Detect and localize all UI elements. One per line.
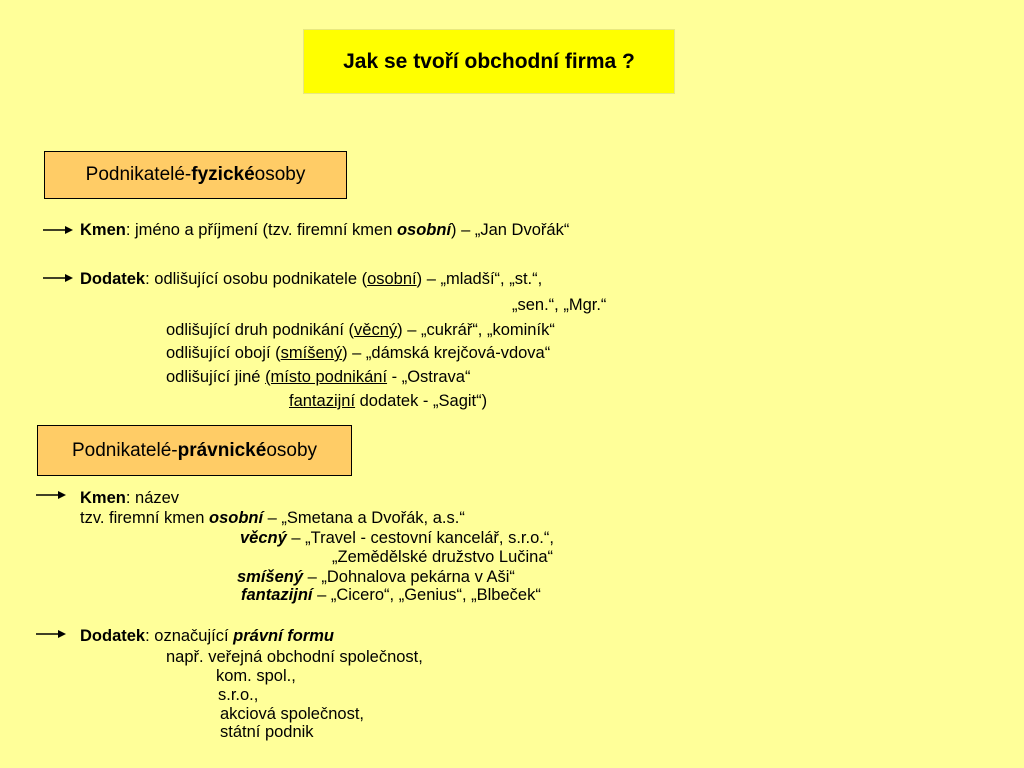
text: - „Ostrava“ [387,368,471,386]
text: – „Cicero“, „Genius“, „Blbeček“ [312,586,541,604]
kmen-text: : jméno a příjmení (tzv. firemní kmen [125,221,397,239]
dodatek-physical-line-6 [289,391,487,411]
dodatek-legal-line-3 [216,666,296,686]
text: např. veřejná obchodní společnost, [166,648,423,666]
text: tzv. firemní kmen [80,509,209,527]
arrow-right-icon [36,629,66,639]
arrow-right-icon [43,225,73,235]
emph-term: fantazijní [241,586,313,604]
dodatek-physical-line-1 [80,269,542,289]
emph-term: věcný [240,529,287,547]
section-heading-bold: právnické [177,439,267,461]
dodatek-physical-line-3 [166,320,555,340]
text: odlišující druh podnikání ( [166,321,355,339]
section-heading-pre: Podnikatelé- [71,439,178,461]
text: : označující [145,627,234,645]
page-title [303,29,675,94]
dodatek-physical-line-5 [166,367,470,387]
text: ) – „dámská krejčová-vdova“ [342,344,551,362]
text: akciová společnost, [220,705,364,723]
text: „Zemědělské družstvo Lučina“ [332,548,554,566]
underlined-term: osobní [367,270,417,288]
page-title-text: Jak se tvoří obchodní firma ? [343,49,635,73]
text: ) – „mladší“, „st.“, [416,270,543,288]
kmen-text-end: ) – „Jan Dvořák“ [451,221,570,239]
section-heading-post: osoby [266,439,318,461]
section-heading-pre: Podnikatelé- [85,164,192,185]
emph-term: právní formu [233,627,335,645]
text: státní podnik [220,723,314,741]
kmen-label: Kmen [80,221,126,239]
dodatek-legal-line-6 [220,722,314,742]
arrow-right-icon [36,490,66,500]
dodatek-label: Dodatek [80,627,146,645]
dodatek-label: Dodatek [80,270,146,288]
text: odlišující jiné [166,368,266,386]
section-heading-bold: fyzické [191,164,255,185]
kmen-legal-line-2 [80,508,465,528]
dodatek-physical-line-2 [512,295,606,315]
section-heading-physical-persons [44,151,347,199]
kmen-label: Kmen [80,489,126,507]
underlined-term: smíšený [280,344,343,362]
emph-term: osobní [208,509,264,527]
kmen-legal-line-3 [240,528,554,548]
kmen-legal-line-6 [241,585,541,605]
text: kom. spol., [216,667,296,685]
text: s.r.o., [218,686,259,704]
dodatek-legal-line-4 [218,685,258,705]
text: : odlišující osobu podnikatele ( [145,270,368,288]
dodatek-physical-line-4 [166,343,550,363]
section-heading-post: osoby [254,164,306,185]
text: dodatek - „Sagit“) [355,392,488,410]
underlined-term: (místo podnikání [265,368,388,386]
arrow-right-icon [43,273,73,283]
dodatek-legal-line-1 [80,626,334,646]
text: ) – „cukrář“, „kominík“ [397,321,555,339]
text: – „Smetana a Dvořák, a.s.“ [263,509,465,527]
text: : název [125,489,180,507]
section-heading-legal-persons [37,425,352,476]
text: „sen.“, „Mgr.“ [512,296,607,314]
dodatek-legal-line-5 [220,704,364,724]
underlined-term: věcný [354,321,398,339]
text: odlišující obojí ( [166,344,281,362]
emph-term: smíšený [237,568,304,586]
text: – „Dohnalova pekárna v Aši“ [303,568,515,586]
kmen-emph: osobní [396,221,452,239]
dodatek-legal-line-2 [166,647,423,667]
kmen-physical-line [80,220,569,240]
text: – „Travel - cestovní kancelář, s.r.o.“, [286,529,554,547]
kmen-legal-line-4 [332,547,553,567]
underlined-term: fantazijní [289,392,356,410]
kmen-legal-line-1 [80,488,179,508]
kmen-legal-line-5 [237,567,515,587]
